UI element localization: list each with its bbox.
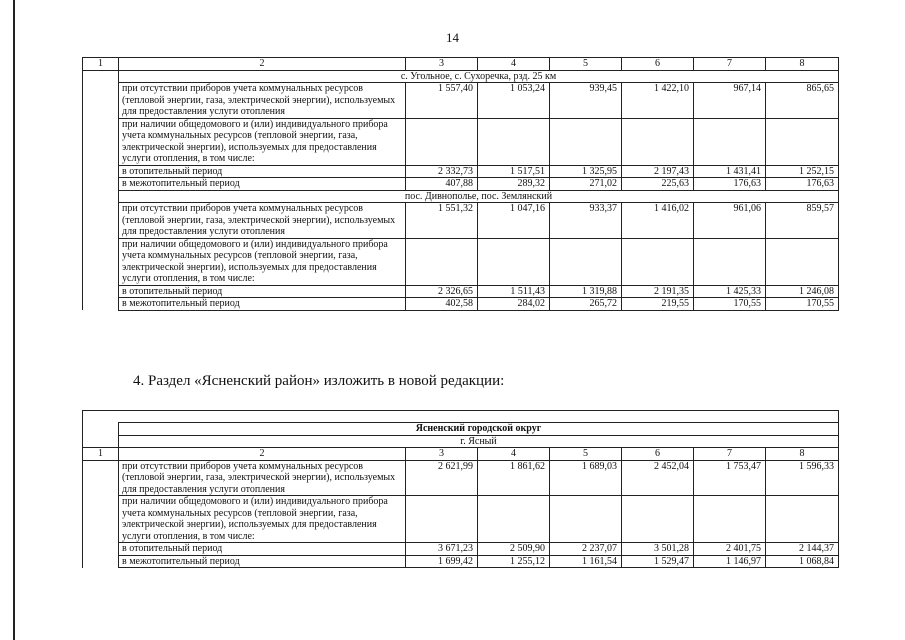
tariff-table-1 <box>82 57 839 311</box>
tariff-value: 1 146,97 <box>694 555 766 568</box>
tariff-value: 2 191,35 <box>622 285 694 298</box>
column-number-8: 8 <box>766 448 839 461</box>
tariff-value: 1 529,47 <box>622 555 694 568</box>
row-label: в межотопительный период <box>119 298 406 311</box>
tariff-value: 170,55 <box>694 298 766 311</box>
tariff-value: 170,55 <box>766 298 839 311</box>
empty-cell <box>83 190 119 203</box>
tariff-value: 859,57 <box>766 203 839 239</box>
tariff-value: 176,63 <box>694 178 766 191</box>
column-number-2: 2 <box>119 448 406 461</box>
column-number-1: 1 <box>83 448 119 461</box>
table-row <box>83 165 839 178</box>
row-label: при наличии общедомового и (или) индивидуального прибора учета коммунальных ресурсов (тепловой энергии, газа, электрической энергии), используемых для предоставления услуги отопления, в том числе: <box>119 496 406 543</box>
group-title: пос. Дивнополье, пос. Землянский <box>119 190 839 203</box>
row-label: в межотопительный период <box>119 178 406 191</box>
tariff-value: 939,45 <box>550 83 622 119</box>
row-label: в отопительный период <box>119 285 406 298</box>
tariff-value: 2 401,75 <box>694 543 766 556</box>
tariff-value: 2 509,90 <box>478 543 550 556</box>
column-number-2: 2 <box>119 58 406 71</box>
tariff-value: 2 237,07 <box>550 543 622 556</box>
empty-cell <box>83 285 119 298</box>
table-row <box>83 203 839 239</box>
tariff-value: 1 422,10 <box>622 83 694 119</box>
tariff-value: 284,02 <box>478 298 550 311</box>
row-label: при наличии общедомового и (или) индивидуального прибора учета коммунальных ресурсов (тепловой энергии, газа, электрической энергии), используемых для предоставления услуги отопления, в том числе: <box>119 118 406 165</box>
empty-cell <box>83 83 119 119</box>
tariff-value: 1 431,41 <box>694 165 766 178</box>
tariff-value: 219,55 <box>622 298 694 311</box>
group-title-row <box>83 423 839 436</box>
empty-cell <box>83 435 119 448</box>
table-row <box>83 460 839 496</box>
column-number-4: 4 <box>478 58 550 71</box>
tariff-value: 1 861,62 <box>478 460 550 496</box>
table-row <box>83 555 839 568</box>
tariff-value <box>694 496 766 543</box>
tariff-value: 1 699,42 <box>406 555 478 568</box>
group-title-row <box>83 70 839 83</box>
tariff-value: 2 144,37 <box>766 543 839 556</box>
tariff-value <box>694 118 766 165</box>
tariff-value: 865,65 <box>766 83 839 119</box>
spacer-cell <box>83 411 839 423</box>
empty-cell <box>83 118 119 165</box>
column-number-1: 1 <box>83 58 119 71</box>
empty-cell <box>83 165 119 178</box>
group-title: с. Угольное, с. Сухоречка, рзд. 25 км <box>119 70 839 83</box>
column-number-7: 7 <box>694 58 766 71</box>
empty-cell <box>83 298 119 311</box>
tariff-value <box>694 238 766 285</box>
table-row <box>83 178 839 191</box>
tariff-value: 967,14 <box>694 83 766 119</box>
group-title: г. Ясный <box>119 435 839 448</box>
row-label: при отсутствии приборов учета коммунальных ресурсов (тепловой энергии, газа, электрической энергии), используемых для предоставления услуги отопления <box>119 460 406 496</box>
tariff-value: 2 197,43 <box>622 165 694 178</box>
tariff-value <box>406 238 478 285</box>
tariff-value: 1 325,95 <box>550 165 622 178</box>
table-row <box>83 238 839 285</box>
tariff-value: 1 047,16 <box>478 203 550 239</box>
empty-cell <box>83 496 119 543</box>
row-label: при отсутствии приборов учета коммунальных ресурсов (тепловой энергии, газа, электрической энергии), используемых для предоставления услуги отопления <box>119 203 406 239</box>
tariff-value <box>622 238 694 285</box>
tariff-value: 933,37 <box>550 203 622 239</box>
empty-cell <box>83 238 119 285</box>
tariff-value: 1 596,33 <box>766 460 839 496</box>
tariff-value <box>766 118 839 165</box>
row-label: при отсутствии приборов учета коммунальных ресурсов (тепловой энергии, газа, электрической энергии), используемых для предоставления услуги отопления <box>119 83 406 119</box>
tariff-value: 1 689,03 <box>550 460 622 496</box>
empty-cell <box>83 555 119 568</box>
tariff-value: 289,32 <box>478 178 550 191</box>
tariff-value: 1 753,47 <box>694 460 766 496</box>
group-title-row <box>83 435 839 448</box>
empty-cell <box>83 460 119 496</box>
row-label: в отопительный период <box>119 543 406 556</box>
table-row <box>83 496 839 543</box>
tariff-value <box>478 496 550 543</box>
section-heading: 4. Раздел «Ясненский район» изложить в новой редакции: <box>133 373 505 389</box>
tariff-value: 1 551,32 <box>406 203 478 239</box>
tariff-value: 1 053,24 <box>478 83 550 119</box>
tariff-value: 1 511,43 <box>478 285 550 298</box>
tariff-value: 1 425,33 <box>694 285 766 298</box>
tariff-value: 1 255,12 <box>478 555 550 568</box>
tariff-value <box>550 118 622 165</box>
tariff-value: 2 332,73 <box>406 165 478 178</box>
tariff-value: 1 557,40 <box>406 83 478 119</box>
tariff-value: 1 517,51 <box>478 165 550 178</box>
tariff-value: 407,88 <box>406 178 478 191</box>
empty-cell <box>83 203 119 239</box>
group-title: Ясненский городской округ <box>119 423 839 436</box>
column-number-7: 7 <box>694 448 766 461</box>
tariff-value: 1 252,15 <box>766 165 839 178</box>
tariff-value: 1 068,84 <box>766 555 839 568</box>
row-label: в межотопительный период <box>119 555 406 568</box>
page-number: 14 <box>446 30 459 45</box>
tariff-value <box>550 238 622 285</box>
column-number-3: 3 <box>406 58 478 71</box>
table-row <box>83 118 839 165</box>
tariff-value: 1 246,08 <box>766 285 839 298</box>
column-number-4: 4 <box>478 448 550 461</box>
tariff-value: 225,63 <box>622 178 694 191</box>
tariff-value <box>478 118 550 165</box>
column-number-3: 3 <box>406 448 478 461</box>
column-number-row <box>83 448 839 461</box>
tariff-value: 176,63 <box>766 178 839 191</box>
page-left-edge <box>13 0 15 640</box>
column-number-6: 6 <box>622 448 694 461</box>
column-number-5: 5 <box>550 448 622 461</box>
tariff-value <box>622 118 694 165</box>
table-row <box>83 83 839 119</box>
tariff-value: 1 416,02 <box>622 203 694 239</box>
tariff-value <box>406 496 478 543</box>
tariff-value <box>766 496 839 543</box>
empty-cell <box>83 543 119 556</box>
group-title-row <box>83 190 839 203</box>
tariff-value: 3 501,28 <box>622 543 694 556</box>
empty-cell <box>83 423 119 436</box>
tariff-value: 1 161,54 <box>550 555 622 568</box>
empty-cell <box>83 178 119 191</box>
tariff-value: 961,06 <box>694 203 766 239</box>
tariff-value: 2 326,65 <box>406 285 478 298</box>
table-row <box>83 285 839 298</box>
tariff-value <box>622 496 694 543</box>
column-number-8: 8 <box>766 58 839 71</box>
tariff-value: 402,58 <box>406 298 478 311</box>
tariff-value: 3 671,23 <box>406 543 478 556</box>
tariff-value: 265,72 <box>550 298 622 311</box>
spacer-row <box>83 411 839 423</box>
tariff-value <box>766 238 839 285</box>
tariff-value: 2 452,04 <box>622 460 694 496</box>
tariff-value: 2 621,99 <box>406 460 478 496</box>
row-label: при наличии общедомового и (или) индивидуального прибора учета коммунальных ресурсов (тепловой энергии, газа, электрической энергии), используемых для предоставления услуги отопления, в том числе: <box>119 238 406 285</box>
empty-cell <box>83 70 119 83</box>
row-label: в отопительный период <box>119 165 406 178</box>
tariff-value: 1 319,88 <box>550 285 622 298</box>
tariff-value: 271,02 <box>550 178 622 191</box>
table-row <box>83 298 839 311</box>
tariff-value <box>478 238 550 285</box>
column-number-row <box>83 58 839 71</box>
column-number-5: 5 <box>550 58 622 71</box>
table-row <box>83 543 839 556</box>
tariff-value <box>550 496 622 543</box>
tariff-table-2 <box>82 410 839 568</box>
tariff-value <box>406 118 478 165</box>
column-number-6: 6 <box>622 58 694 71</box>
